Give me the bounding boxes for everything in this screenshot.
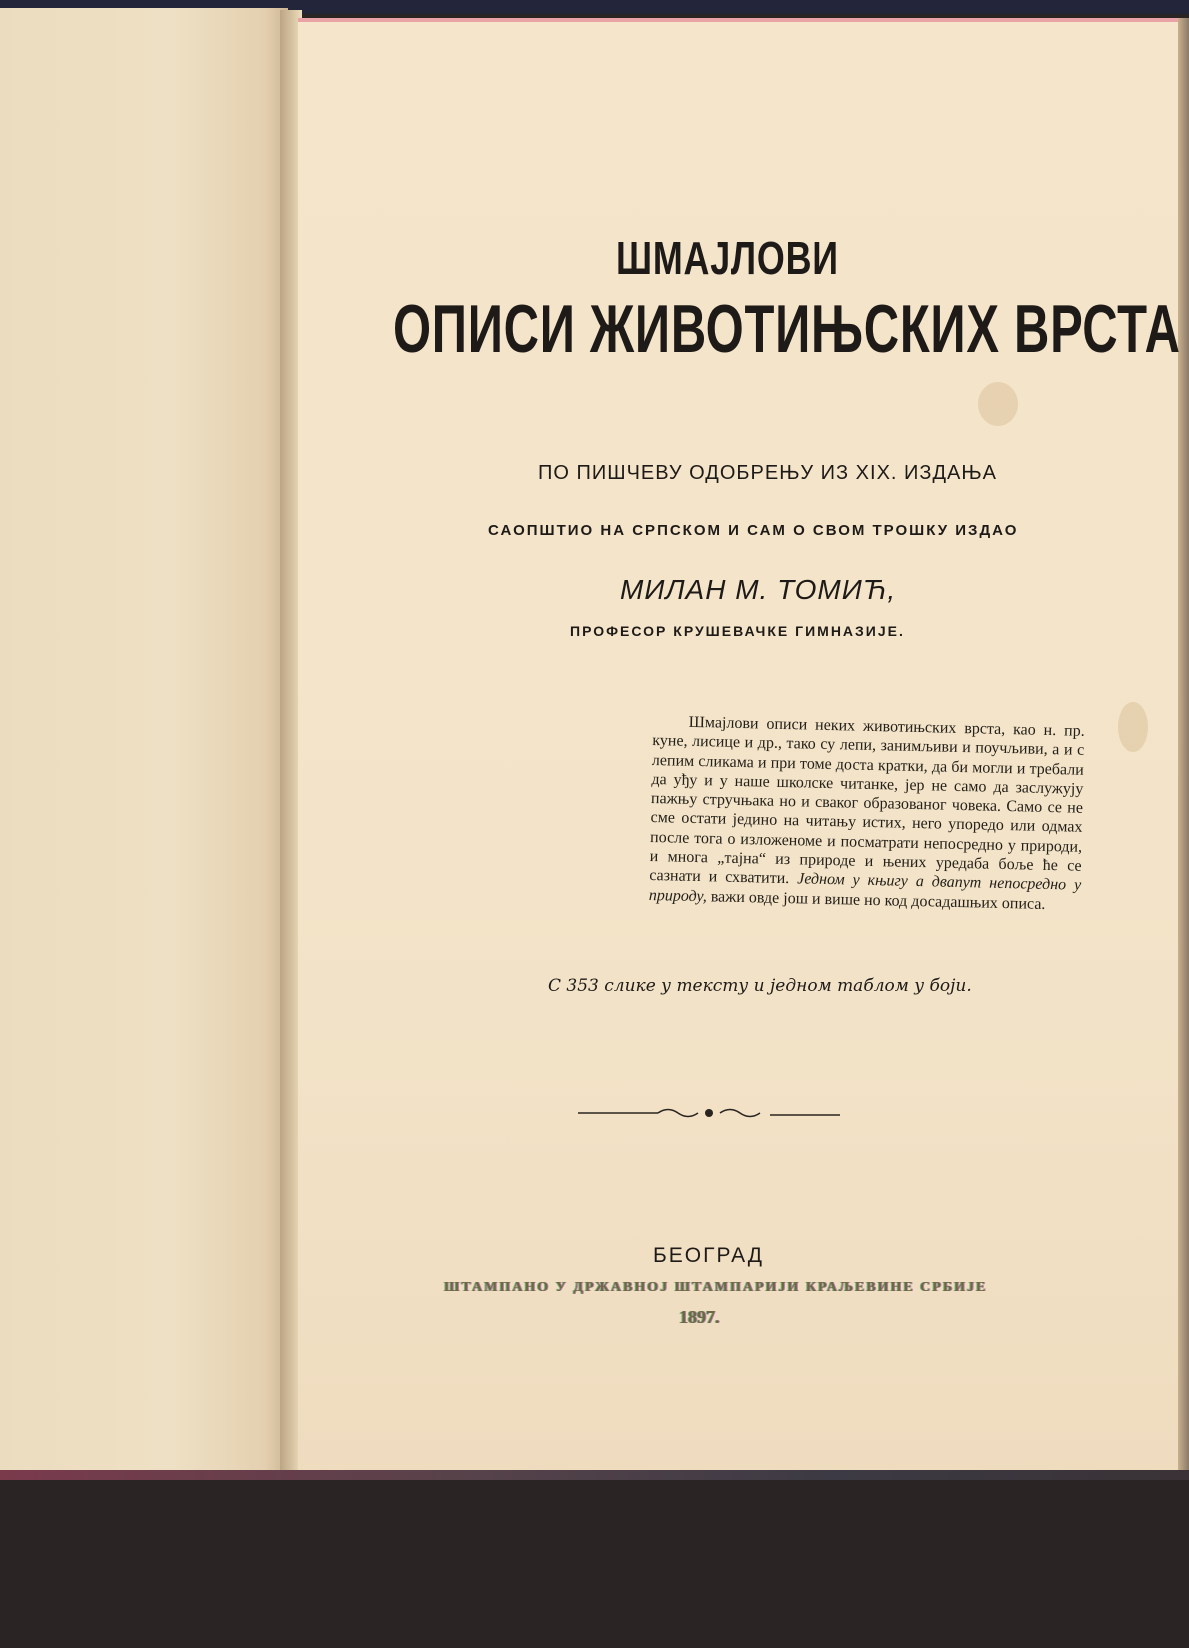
page-edge [1178, 18, 1189, 1478]
printer-line: ШТАМПАНО У ДРЖАВНОЈ ШТАМПАРИЈИ КРАЉЕВИНЕ СРБИЈЕ [444, 1280, 988, 1295]
ornament-divider [578, 1104, 840, 1124]
quote-closing: важи овде још и више но код досадашњих описа. [710, 888, 1046, 913]
binding-bottom [0, 1470, 1189, 1648]
author-name: МИЛАН М. ТОМИЋ, [620, 574, 897, 605]
book-title: ОПИСИ ЖИВОТИЊСКИХ ВРСТА [393, 291, 1181, 367]
quote-italic: Једном у књигу а двапут непосредно у природу, [648, 870, 1082, 905]
publication-year: 1897. [679, 1307, 720, 1327]
illustrations-note: С 353 слике у тексту и једном таблом у боји. [548, 976, 972, 996]
title-page [298, 18, 1181, 1476]
title-header: ШМАЈЛОВИ [616, 232, 839, 284]
quote-text: Шмајлови описи неких животињских врста, као н. пр. куне, лисице и др., тако су лепи, занимљиви и поучљиви, а и с лепим сликама и при томе доста кратки, да би могли и требали да уђу и у наше школске читанке, јер не само да заслужују пажњу стручњака но и сваког образованог човека. Само се не сме остати једино на читању истих, него упоредо или одмах после тога о изложеноме и посматрати непосредно у природи, и многа „тајна“ из природе и њених уредаба боље ће се сазнати и схватити. [649, 713, 1085, 888]
publication-city: БЕОГРАД [653, 1244, 765, 1267]
epigraph-quote [649, 712, 1085, 915]
edition-note: ПО ПИШЧЕВУ ОДОБРЕЊУ ИЗ XIX. ИЗДАЊА [538, 462, 997, 484]
left-page [0, 8, 288, 1473]
translator-note: САОПШТИО НА СРПСКОМ И САМ О СВОМ ТРОШКУ ИЗДАО [488, 522, 1019, 539]
author-role: ПРОФЕСОР КРУШЕВАЧКЕ ГИМНАЗИЈЕ. [570, 623, 905, 639]
